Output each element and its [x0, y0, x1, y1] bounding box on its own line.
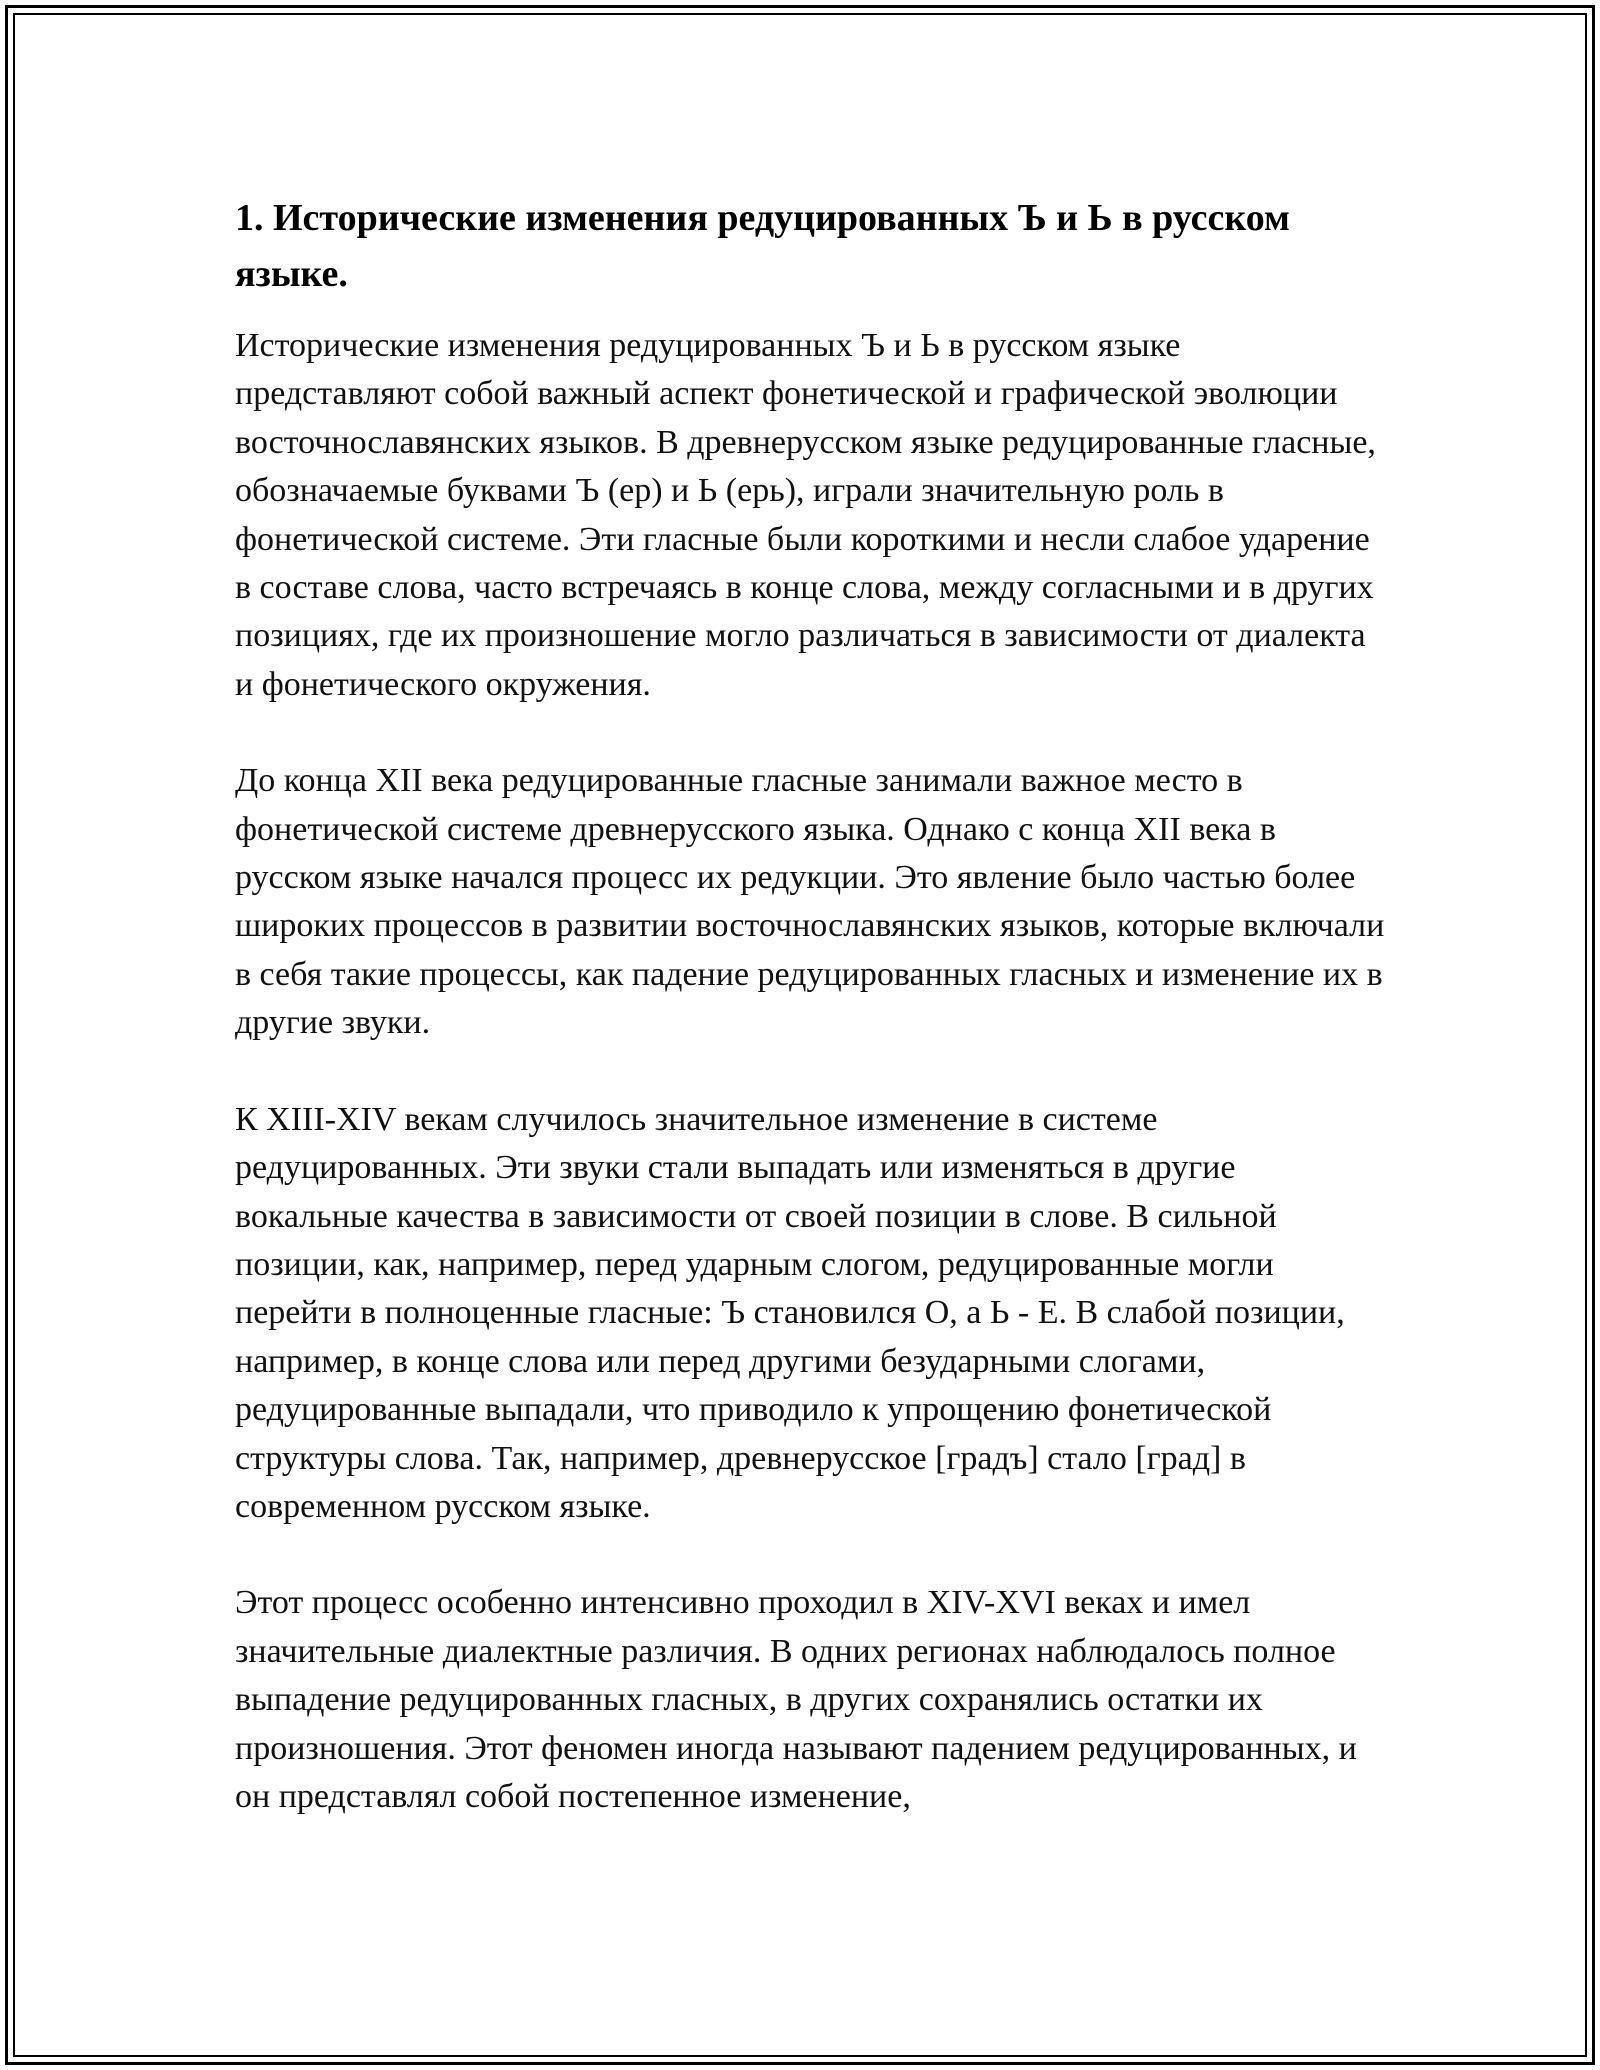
paragraph-1: Исторические изменения редуцированных Ъ и Ь в русском языке представляют собой важный аспект фонетической и графической эволюции восточнославянских языков. В древнерусском языке редуцированные гласные, обозначаемые буквами Ъ (ер) и Ь (ерь), играли значительную роль в фонетической системе. Эти гласные были короткими и несли слабое ударение в составе слова, часто встречаясь в конце слова, между согласными и в других позициях, где их произношение могло различаться в зависимости от диалекта и фонетического окружения. — [235, 327, 1376, 703]
document-page — [235, 190, 1385, 1869]
paragraph-3: К XIII-XIV векам случилось значительное изменение в системе редуцированных. Эти звуки стали выпадать или изменяться в другие вокальные качества в зависимости от своей позиции в слове. В сильной позиции, как, например, перед ударным слогом, редуцированные могли перейти в полноценные гласные: Ъ становился О, а Ь - Е. В слабой позиции, например, в конце слова или перед другими безударными слогами, редуцированные выпадали, что приводило к упрощению фонетической структуры слова. Так, например, древнерусское [градъ] стало [град] в современном русском языке. — [235, 1100, 1345, 1525]
paragraph-2: До конца XII века редуцированные гласные занимали важное место в фонетической системе древнерусского языка. Однако с конца XII века в русском языке начался процесс их редукции. Это явление было частью более широких процессов в развитии восточнославянских языков, которые включали в себя такие процессы, как падение редуцированных гласных и изменение их в другие звуки. — [235, 762, 1385, 1042]
section-heading: 1. Исторические изменения редуцированных Ъ и Ь в русском языке. — [235, 197, 1290, 295]
paragraph-4: Этот процесс особенно интенсивно проходил в XIV-XVI веках и имел значительные диалектные различия. В одних регионах наблюдалось полное выпадение редуцированных гласных, в других сохранялись остатки их произношения. Этот феномен иногда называют падением редуцированных, и он представлял собой постепенное изменение, — [235, 1584, 1357, 1815]
